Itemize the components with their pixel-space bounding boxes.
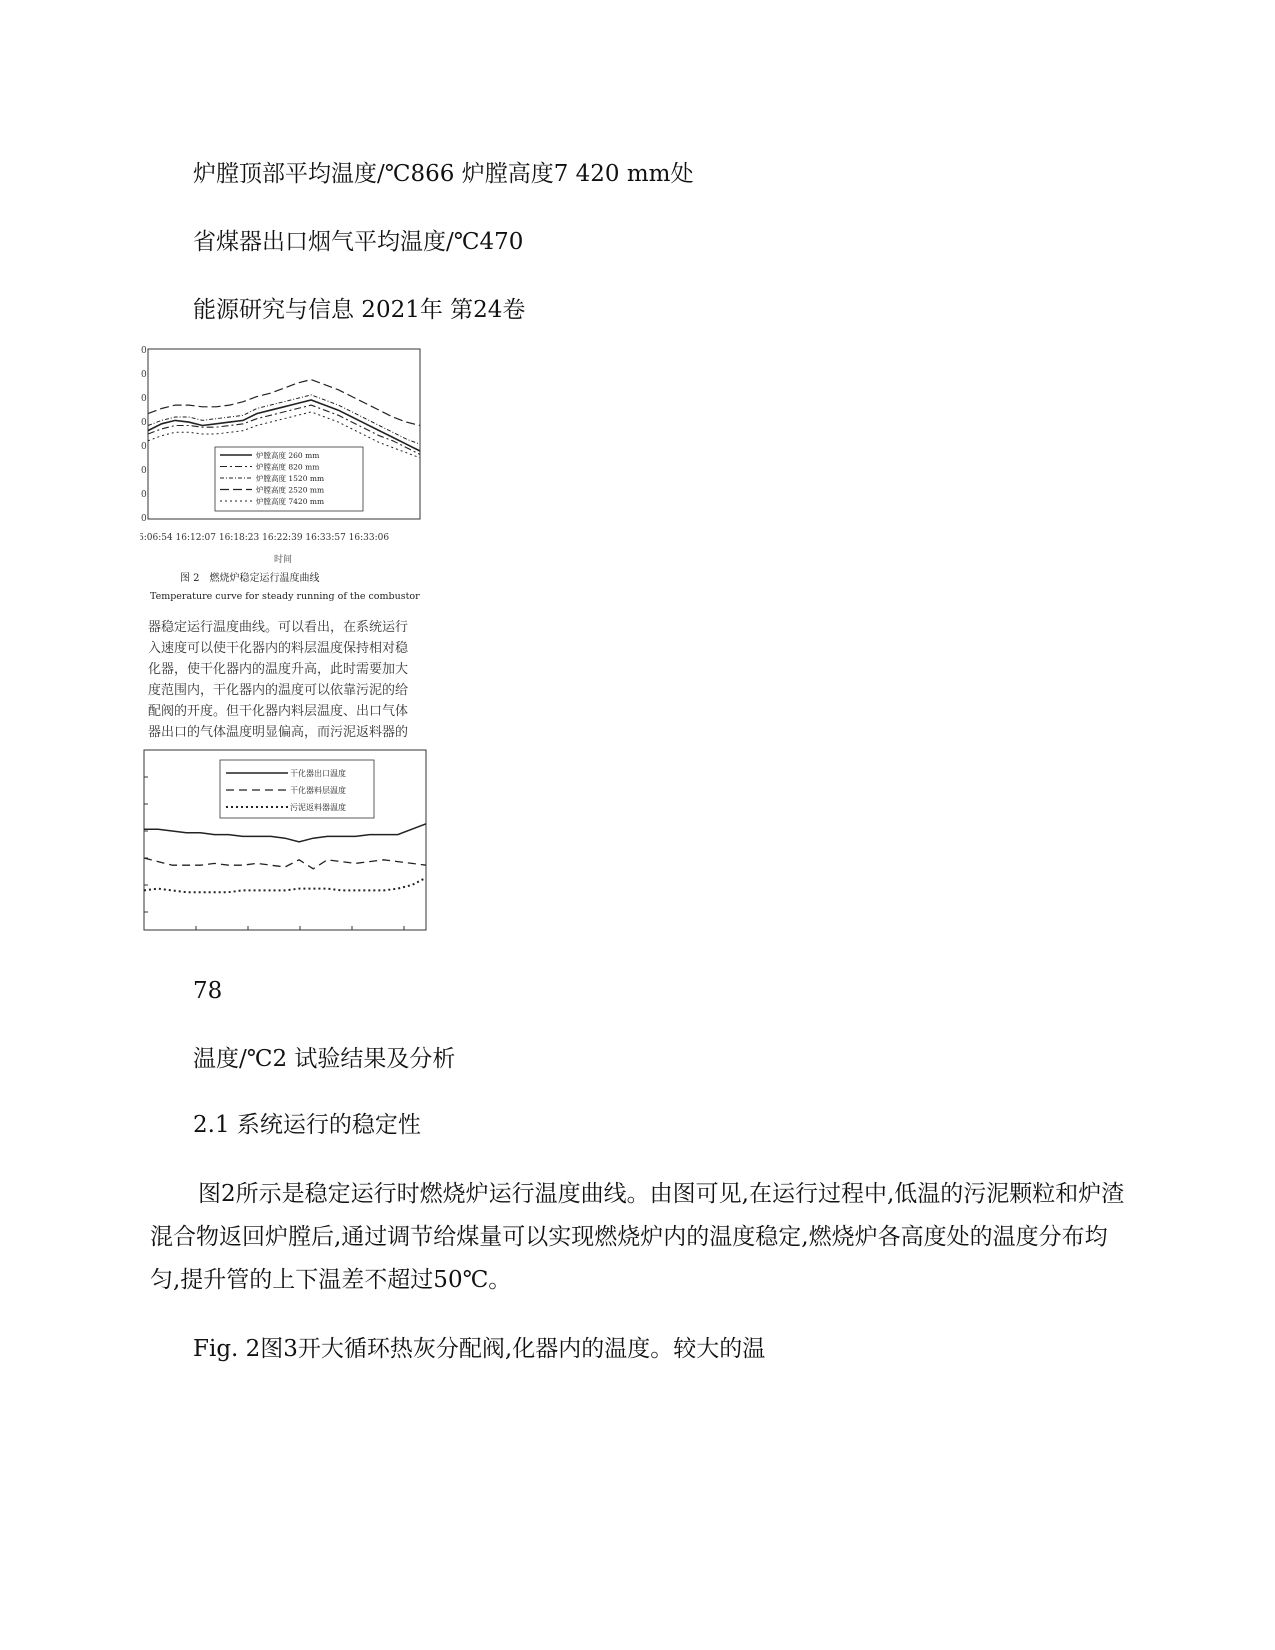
page-number: 78 [193, 978, 223, 1004]
figure-2-legend-label: 炉膛高度 1520 mm [256, 474, 325, 483]
figure-3-legend-label: 干化器出口温度 [290, 769, 346, 778]
figure-3-series-line-2 [144, 878, 426, 892]
figure-3-legend-label: 干化器料层温度 [290, 786, 346, 795]
figure-2-series-line-2 [148, 395, 420, 444]
figure-3-chart [140, 748, 430, 933]
body-paragraph [150, 1173, 1130, 1302]
figure-2-y-tick: 0 [141, 370, 147, 380]
figure-3 [140, 748, 430, 933]
figure-2-x-ticks: 6:06:54 16:12:07 16:18:23 16:22:39 16:33:57 16:33:06 [140, 533, 390, 543]
figure-2-y-tick: 0 [141, 346, 147, 356]
cropped-text-line: 度范围内，干化器内的温度可以依靠污泥的给 [148, 683, 409, 698]
cropped-text-line: 器出口的气体温度明显偏高，而污泥返料器的 [148, 725, 409, 740]
figure-2-caption-cn: 图 2 燃烧炉稳定运行温度曲线 [180, 573, 320, 584]
figure-2-legend-label: 炉膛高度 2520 mm [256, 485, 325, 495]
cropped-text-line: 入速度可以使干化器内的料层温度保持相对稳 [148, 641, 409, 656]
figure-2-xlabel: 时间 [274, 555, 293, 565]
figure-2-series-line-3 [148, 380, 420, 426]
figure-2-y-tick: 0 [141, 490, 147, 500]
subsection-heading: 2.1 系统运行的稳定性 [193, 1112, 421, 1138]
economizer-line: 省煤器出口烟气平均温度/℃470 [193, 229, 524, 255]
figure-2-y-tick: 0 [141, 466, 147, 476]
figure-2-y-tick: 0 [141, 442, 147, 452]
figure-2-legend-label: 炉膛高度 7420 mm [256, 497, 325, 506]
body-paragraph-text: 图2所示是稳定运行时燃烧炉运行温度曲线。由图可见,在运行过程中,低温的污泥颗粒和炉渣混合物返回炉膛后,通过调节给煤量可以实现燃烧炉内的温度稳定,燃烧炉各高度处的温度分布均匀,提升管的上下温差不超过50℃。 [150, 1181, 1125, 1293]
section-heading-line: 温度/℃2 试验结果及分析 [193, 1046, 456, 1072]
figure-2-legend-label: 炉膛高度 820 mm [256, 462, 320, 472]
cropped-text-line: 器稳定运行温度曲线。可以看出，在系统运行 [148, 620, 409, 635]
figure-3-legend-label: 污泥返料器温度 [290, 803, 346, 812]
fig-reference-line: Fig. 2图3开大循环热灰分配阀,化器内的温度。较大的温 [193, 1336, 766, 1362]
figure-2-chart [140, 345, 440, 610]
figure-2-legend-label: 炉膛高度 260 mm [256, 451, 320, 460]
journal-header: 能源研究与信息 2021年 第24卷 [193, 297, 526, 323]
figure-2-caption-en: Temperature curve for steady running of the combustor [150, 591, 420, 602]
figure-2-y-tick: 0 [141, 418, 147, 428]
figure-2 [140, 345, 440, 610]
temperature-top-line: 炉膛顶部平均温度/℃866 炉膛高度7 420 mm处 [193, 161, 694, 187]
figure-2-y-tick: 0 [141, 394, 147, 404]
cropped-text-line: 化器，使干化器内的温度升高，此时需要加大 [148, 662, 409, 677]
figure-3-series-line-1 [144, 858, 426, 869]
figure-2-y-tick: 0 [141, 514, 147, 524]
figure-3-series-line-0 [144, 824, 426, 842]
cropped-text-line: 配阀的开度。但干化器内料层温度、出口气体 [148, 704, 409, 719]
